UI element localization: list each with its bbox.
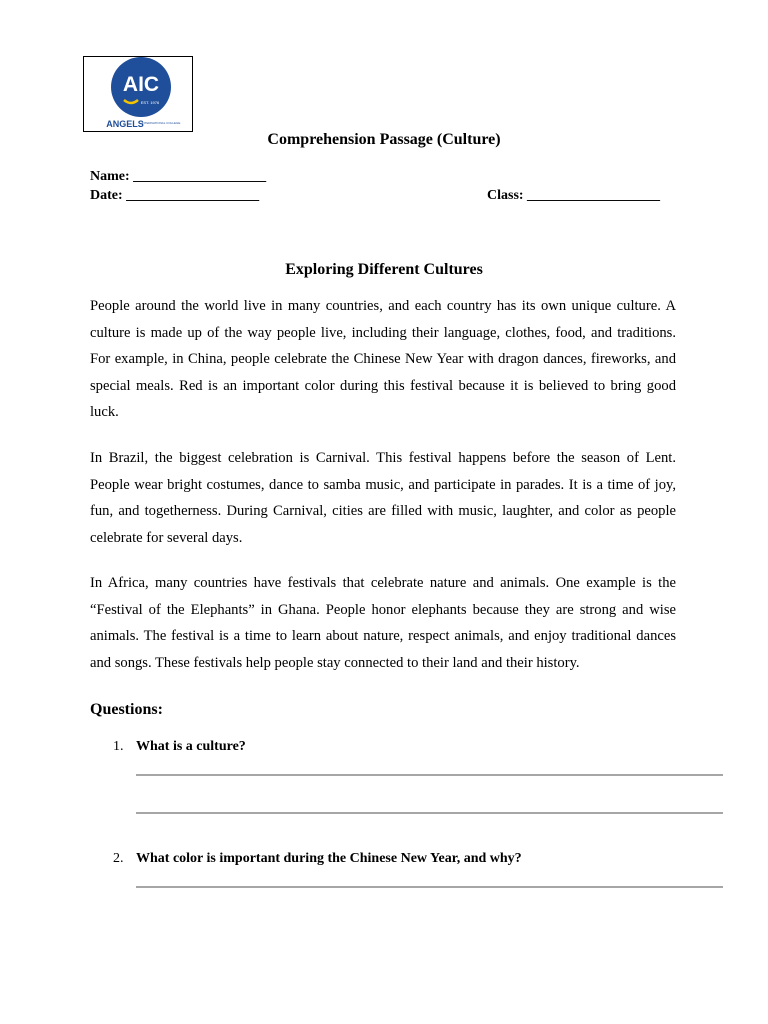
questions-heading: Questions: [90, 701, 163, 718]
logo-initials: AIC [122, 73, 160, 96]
class-field: Class: ___________________ [487, 188, 661, 203]
logo-est: EST. 1976 [140, 100, 160, 105]
passage-paragraph: In Africa, many countries have festivals that celebrate nature and animals. One example is the “Festival of the Elephants” in Ghana. People honor elephants because they are strong and wise animals. The festival is a time to learn about nature, respect animals, and enjoy traditional dances and songs. These festivals help people stay connected to their land and their history. [90, 575, 676, 671]
answer-line[interactable] [136, 812, 723, 814]
date-field: Date: ___________________ [90, 188, 260, 203]
logo-school-name: ANGELS [106, 119, 144, 129]
answer-line[interactable] [136, 886, 723, 888]
question-text: What is a culture? [136, 739, 246, 754]
answer-line[interactable] [136, 774, 723, 776]
logo-school-sub: INTERNATIONAL COLLEGE [141, 121, 181, 125]
passage-title: Exploring Different Cultures [285, 261, 483, 278]
question-text: What color is important during the Chinese New Year, and why? [136, 851, 522, 866]
passage-paragraph: People around the world live in many countries, and each country has its own unique culture. A culture is made up of the way people live, including their language, clothes, food, and traditions. For example, in China, people celebrate the Chinese New Year with dragon dances, fireworks, and special meals. Red is an important color during this festival because it is believed to bring good luck. [90, 298, 676, 421]
question-number: 2. [113, 851, 124, 866]
logo-emblem [84, 57, 192, 131]
school-logo [83, 56, 193, 132]
document-title: Comprehension Passage (Culture) [267, 131, 501, 148]
question-number: 1. [113, 739, 124, 754]
name-field: Name: ___________________ [90, 169, 267, 184]
passage-paragraph: In Brazil, the biggest celebration is Carnival. This festival happens before the season of Lent. People wear bright costumes, dance to samba music, and participate in parades. It is a time of joy, fun, and togetherness. During Carnival, cities are filled with music, laughter, and color as people celebrate for several days. [90, 450, 676, 546]
